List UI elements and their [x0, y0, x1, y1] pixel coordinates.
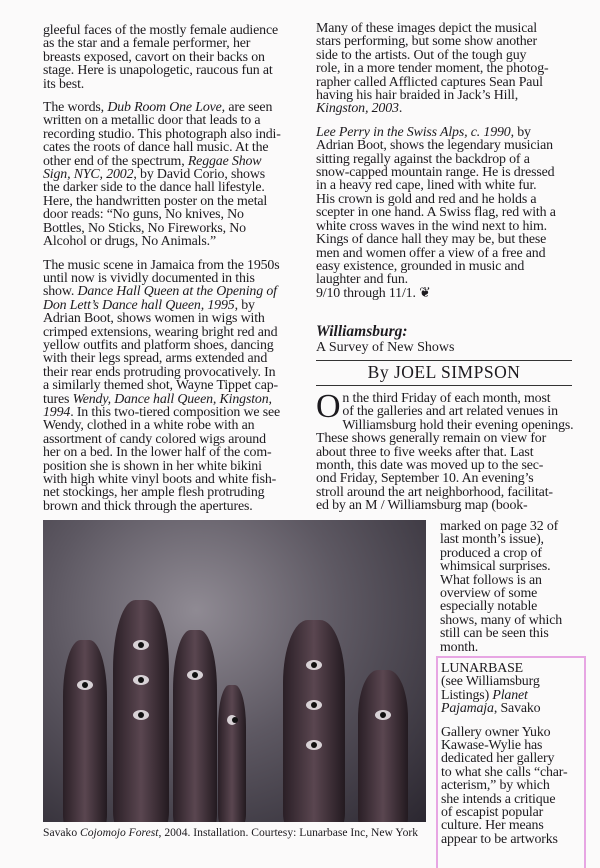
text-line: with high white vinyl boots and white fish-	[43, 472, 277, 487]
text-line: especially notable	[440, 599, 538, 615]
text-run: , by	[234, 297, 255, 313]
text-line: men and women offer a view of a free and	[316, 245, 546, 261]
text-line: written on a metallic door that leads to a	[43, 113, 261, 129]
text-line: whimsical surprises.	[440, 559, 551, 575]
text-run: . In this two-tiered composition we see	[70, 404, 280, 420]
paragraph	[316, 22, 576, 116]
sidebar-box-text	[441, 662, 581, 856]
text-line: brown and thick through the apertures.	[43, 498, 253, 514]
text-run: , 2004. Installation. Courtesy: Lunarbase Inc, New York	[158, 826, 419, 839]
installation-photo	[43, 520, 426, 822]
text-line: until now is vividly documented in this	[43, 270, 255, 286]
text-line: having his hair braided in Jack’s Hill,	[316, 88, 519, 104]
text-line: assortment of candy colored wigs around	[43, 431, 266, 447]
text-run: Listings)	[441, 687, 493, 703]
text-line	[43, 155, 293, 168]
text-line: cates the roots of dance hall music. At the	[43, 140, 269, 156]
text-line: a similarly themed shot, Wayne Tippet cap-	[43, 378, 278, 394]
text-line: of escapist popular	[441, 805, 544, 821]
rule-bottom	[316, 385, 572, 386]
text-line: acterism,” by which	[441, 778, 550, 794]
text-line: breasts exposed, cavort on their backs on	[43, 49, 265, 65]
text-line: gleeful faces of the mostly female audience	[43, 23, 278, 38]
text-line: culture. Her means	[441, 818, 544, 834]
text-run: Savako	[43, 826, 81, 839]
italic-title: Lee Perry in the Swiss Alps, c. 1990	[316, 124, 511, 140]
text-line: month, this date was moved up to the sec-	[316, 458, 544, 474]
text-line: last month’s issue),	[440, 532, 544, 548]
text-line: His crown is gold and red and he holds a	[316, 191, 537, 207]
text-run: show.	[43, 284, 78, 300]
article-body-wide	[316, 388, 576, 514]
text-line: Williamsburg hold their evening openings.	[342, 417, 574, 433]
text-line: scepter in one hand. A Swiss flag, red with a	[316, 205, 556, 221]
paragraph	[316, 126, 576, 300]
text-line: Alcohol or drugs, No Animals.”	[43, 234, 216, 250]
text-run: The words,	[43, 100, 108, 116]
text-run: , Savako	[493, 701, 541, 717]
text-line: sitting regally against the backdrop of a	[316, 151, 530, 167]
text-line	[43, 299, 293, 312]
text-line: white cross waves in the wind next to him.	[316, 218, 547, 234]
byline: By JOEL SIMPSON	[367, 362, 521, 382]
article-kicker: Williamsburg:	[316, 323, 408, 340]
paragraph	[43, 259, 293, 514]
text-line: month.	[440, 639, 479, 655]
article-header	[316, 324, 572, 386]
text-line: easy existence, grounded in music and	[316, 258, 525, 274]
paragraph	[441, 662, 581, 716]
text-line	[316, 102, 576, 115]
text-line: (see Williamsburg	[441, 674, 540, 690]
left-column	[43, 24, 293, 523]
text-line: role, in a more tender moment, the photog-	[316, 61, 549, 77]
drop-cap: O	[316, 388, 341, 425]
paragraph	[441, 726, 581, 847]
text-line: stroll around the art neighborhood, facilitat-	[316, 484, 553, 500]
photo-caption	[43, 826, 418, 839]
text-line: as the star and a female performer, her	[43, 36, 251, 52]
text-line: snow-capped mountain range. He is dressed	[316, 165, 555, 181]
text-line: Kawase-Wylie has	[441, 738, 543, 754]
text-run: tures	[43, 391, 73, 407]
italic-title: Dub Room One Love,	[107, 100, 225, 116]
text-line: What follows is an	[440, 572, 542, 588]
text-line: yellow outfits and platform shoes, dancing	[43, 337, 274, 353]
text-line: still can be seen this	[440, 626, 549, 642]
text-line: its best.	[43, 76, 85, 92]
text-line: dedicated her gallery	[441, 751, 555, 767]
text-line: of the galleries and art related venues in	[342, 404, 558, 420]
text-line: about three to five weeks after that. Last	[316, 444, 534, 460]
text-run: are seen	[225, 100, 273, 116]
italic-title: Sign, NYC, 2002	[43, 167, 134, 183]
text-line: Many of these images depict the musical	[316, 21, 537, 36]
text-run: .	[398, 101, 403, 117]
italic-title: Reggae Show	[187, 153, 262, 169]
text-line: door reads: “No guns, No knives, No	[43, 207, 244, 223]
article-subtitle: A Survey of New Shows	[316, 340, 455, 355]
text-line: overview of some	[440, 586, 538, 602]
text-line: ond Friday, September 10. An evening’s	[316, 471, 534, 487]
text-line: Here, the handwritten poster on the metal	[43, 193, 268, 209]
text-line: Bottles, No Sticks, No Fireworks, No	[43, 220, 246, 236]
text-line: crimped extensions, wearing bright red and	[43, 324, 278, 340]
text-line: 9/10 through 11/1. ❦	[316, 285, 431, 301]
text-line: These shows generally remain on view for	[316, 431, 547, 447]
italic-title: 1994	[43, 404, 71, 420]
text-line	[441, 702, 581, 715]
text-line: in a heavy red cape, lined with white fur.	[316, 178, 537, 194]
paragraph	[43, 24, 293, 91]
text-line: shows, many of which	[440, 612, 563, 628]
text-line	[43, 406, 293, 419]
text-line	[316, 126, 576, 139]
text-line: side to the artists. Out of the tough guy	[316, 47, 527, 63]
text-line: her on a bed. In the lower half of the com-	[43, 445, 272, 461]
text-line: The music scene in Jamaica from the 1950s	[43, 257, 280, 273]
text-line: Gallery owner Yuko	[441, 724, 551, 740]
text-line	[441, 689, 581, 702]
text-run: other end of the spectrum,	[43, 153, 188, 169]
italic-title: Dance Hall Queen at the Opening of	[77, 284, 277, 300]
text-line	[43, 168, 293, 181]
text-line: Adrian Boot, shows the legendary musician	[316, 138, 553, 154]
text-line: produced a crop of	[440, 545, 542, 561]
text-line: she intends a critique	[441, 791, 556, 807]
text-run: , by David Corio, shows	[133, 167, 265, 183]
text-line: n the third Friday of each month, most	[342, 391, 551, 406]
italic-title: Cojomojo Forest	[80, 826, 159, 839]
text-line: to what she calls “char-	[441, 764, 568, 780]
text-line: LUNARBASE	[441, 661, 524, 676]
text-line: Wendy, clothed in a white robe with an	[43, 418, 255, 434]
text-line: with their legs spread, arms extended and	[43, 351, 268, 367]
text-line: rapher called Afflicted captures Sean Paul	[316, 74, 543, 90]
text-run: , by	[510, 124, 531, 140]
italic-title: Pajamaja	[441, 701, 494, 717]
text-line: ed by an M / Williamsburg map (book-	[316, 498, 528, 514]
text-line: stage. Here is unapologetic, raucous fun at	[43, 63, 273, 79]
text-line	[43, 393, 293, 406]
text-line: their rear ends protruding provocatively. In	[43, 364, 276, 380]
text-line: the darker side to the dance hall lifestyle.	[43, 180, 265, 196]
italic-title: Don Lett’s Dance hall Queen, 1995	[43, 297, 235, 313]
text-line: stars performing, but some show another	[316, 34, 537, 50]
text-line: recording studio. This photograph also indi-	[43, 126, 281, 142]
paragraph	[43, 101, 293, 248]
text-line: Kings of dance hall they may be, but these	[316, 232, 547, 248]
text-line: appear to be artworks	[441, 831, 558, 847]
text-line	[43, 285, 293, 298]
text-line: Adrian Boot, shows women in wigs with	[43, 311, 265, 327]
article-body-narrow	[440, 520, 580, 654]
text-line: laughter and fun.	[316, 272, 408, 288]
text-line: net stockings, her ample flesh protruding	[43, 485, 265, 501]
fleuron-icon: ❦	[415, 285, 431, 301]
italic-title: Wendy, Dance hall Queen, Kingston,	[72, 391, 272, 407]
italic-title: Planet	[492, 687, 528, 703]
text-line	[43, 101, 293, 114]
italic-title: Kingston, 2003	[316, 101, 399, 117]
right-column-continued-article	[316, 22, 576, 310]
text-line: position she is shown in her white bikini	[43, 458, 262, 474]
text-line: marked on page 32 of	[440, 519, 559, 534]
